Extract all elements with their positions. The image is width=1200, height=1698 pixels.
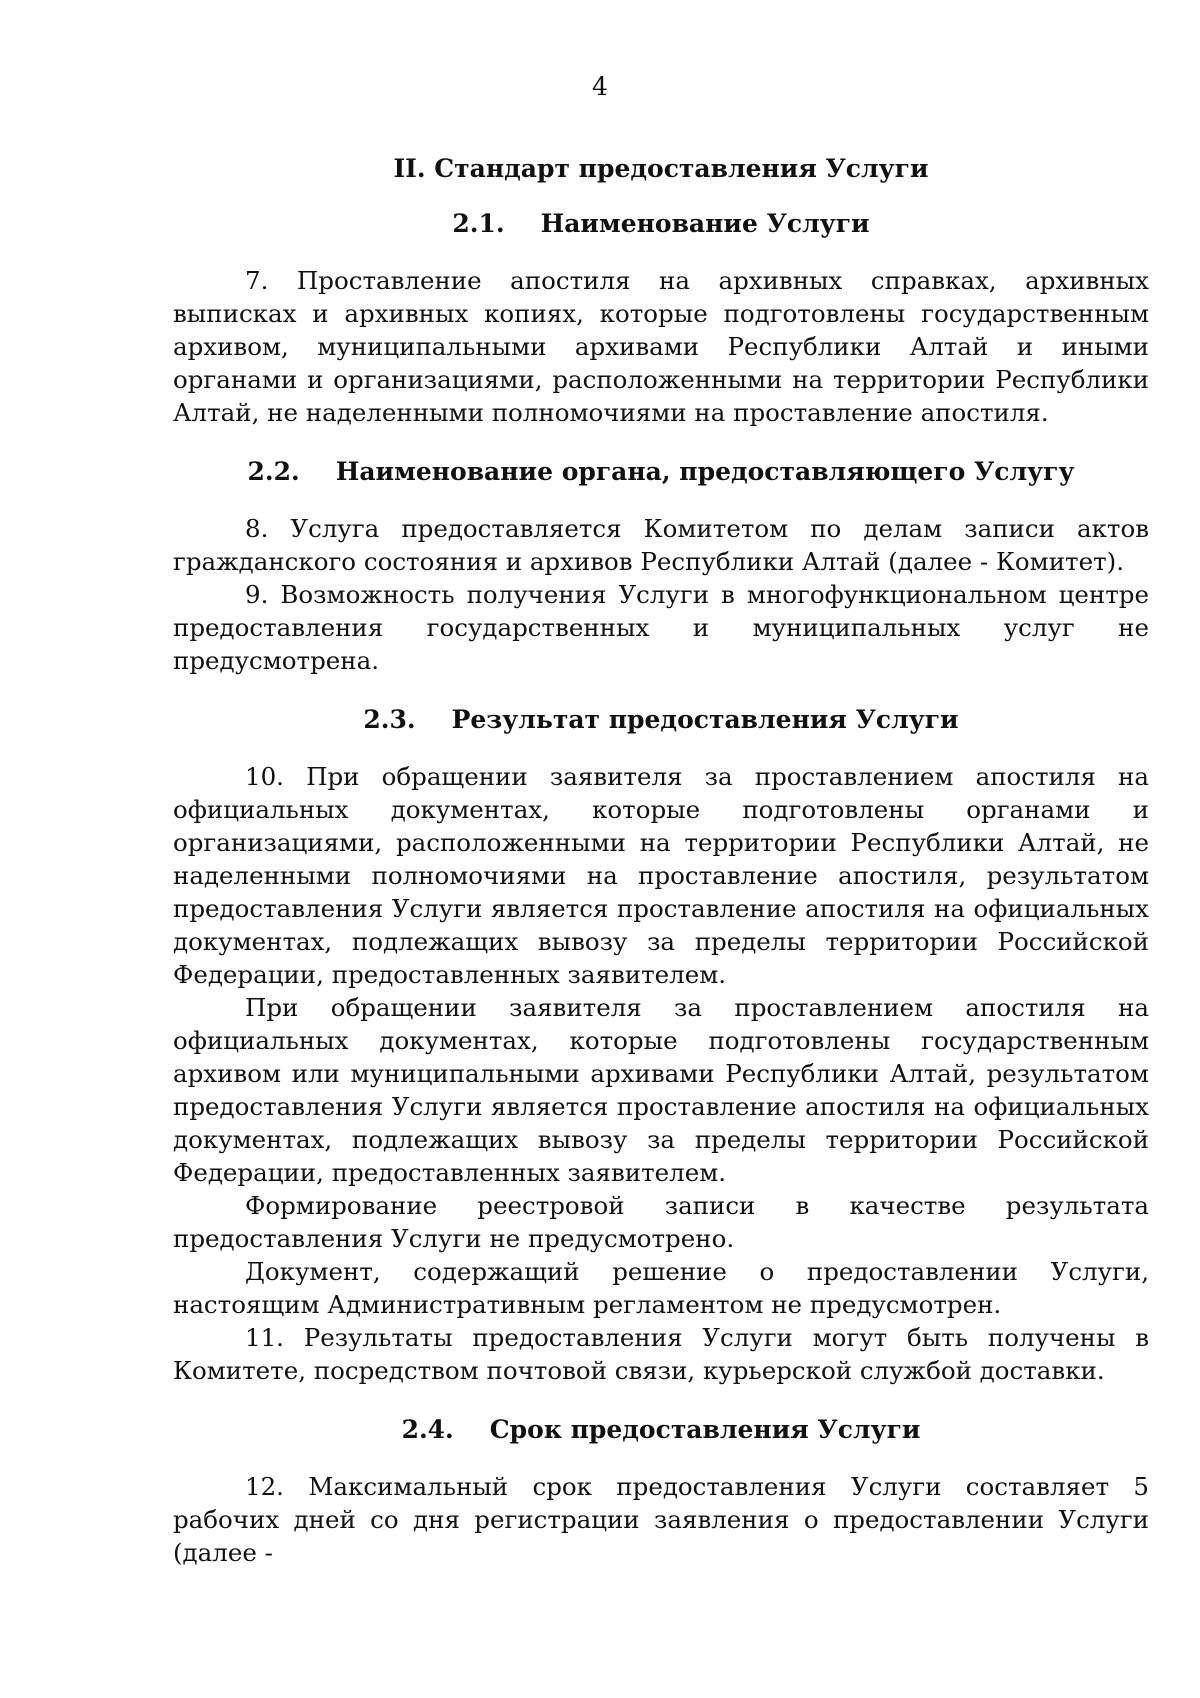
paragraph: 7. Проставление апостиля на архивных справках, архивных выписках и архивных копиях, которые подготовлены государственным архивом, муниципальными архивами Республики Алтай и иными органами и организациями, расположенными на территории Республики Алтай, не наделенными полномочиями на проставление апостиля. [173,266,1149,427]
paragraph: 10. При обращении заявителя за проставлением апостиля на официальных документах, которые подготовлены органами и организациями, расположенными на территории Республики Алтай, не наделенными полномочиями на проставление апостиля, результатом предоставления Услуги является проставление апостиля на официальных документах, подлежащих вывозу за пределы территории Российской Федерации, предоставленных заявителем. [173,762,1149,989]
document-body [173,152,1149,1595]
section-heading [173,703,1149,736]
paragraph: Формирование реестровой записи в качестве результата предоставления Услуги не предусмотрено. [173,1191,1149,1253]
paragraph: Документ, содержащий решение о предоставлении Услуги, настоящим Административным регламентом не предусмотрен. [173,1257,1149,1319]
section-heading [173,207,1149,240]
section-2-1 [173,207,1149,429]
paragraph: 8. Услуга предоставляется Комитетом по делам записи актов гражданского состояния и архивов Республики Алтай (далее - Комитет). [173,514,1149,576]
section-number: 2.2. [247,457,300,486]
section-2-4 [173,1413,1149,1569]
section-title: Срок предоставления Услуги [489,1415,921,1444]
section-title: Наименование органа, предоставляющего Услугу [335,457,1075,486]
section-2-3 [173,703,1149,1387]
section-number: 2.1. [452,209,505,238]
section-title: Результат предоставления Услуги [451,705,959,734]
section-heading [173,455,1149,488]
paragraph: 9. Возможность получения Услуги в многофункциональном центре предоставления государственных и муниципальных услуг не предусмотрена. [173,580,1149,675]
paragraph: 12. Максимальный срок предоставления Услуги составляет 5 рабочих дней со дня регистрации заявления о предоставлении Услуги (далее - [173,1472,1149,1567]
paragraph: При обращении заявителя за проставлением апостиля на официальных документах, которые подготовлены государственным архивом или муниципальными архивами Республики Алтай, результатом предоставления Услуги является проставление апостиля на официальных документах, подлежащих вывозу за пределы территории Российской Федерации, предоставленных заявителем. [173,993,1149,1187]
section-heading [173,1413,1149,1446]
paragraph: 11. Результаты предоставления Услуги могут быть получены в Комитете, посредством почтовой связи, курьерской службой доставки. [173,1323,1149,1385]
chapter-title: II. Стандарт предоставления Услуги [393,154,929,183]
page-number: 4 [592,72,608,101]
section-number: 2.3. [363,705,416,734]
section-2-2 [173,455,1149,677]
section-number: 2.4. [401,1415,454,1444]
section-title: Наименование Услуги [540,209,870,238]
